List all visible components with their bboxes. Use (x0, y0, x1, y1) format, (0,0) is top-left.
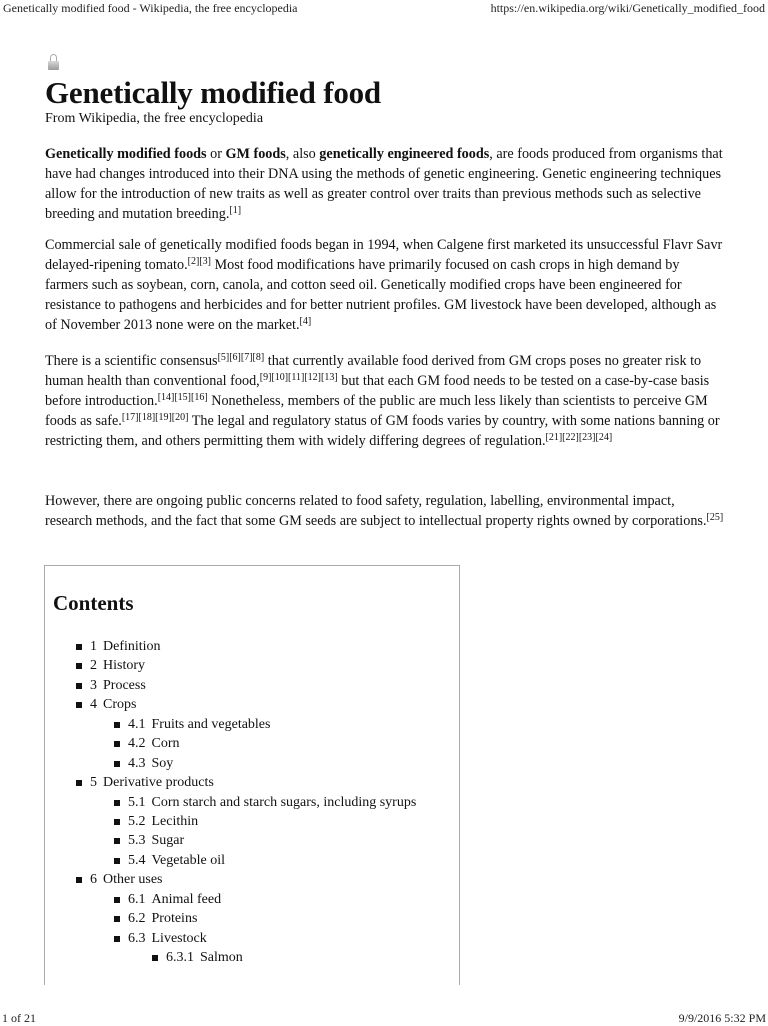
toc-item-number: 6.3 (128, 930, 146, 946)
toc-item-label[interactable]: Crops (103, 697, 137, 713)
toc-item-label[interactable]: Sugar (151, 833, 185, 849)
toc-item-number: 5.3 (128, 833, 146, 849)
toc-item-number: 6.2 (128, 911, 146, 927)
bullet-icon (76, 663, 82, 669)
text-run: Nonetheless, members of the public are much less likely than scientists to perceive GM foods as safe. (45, 393, 708, 429)
toc-item-number: 5 (90, 775, 97, 791)
bold-term: Genetically modified foods (45, 146, 207, 162)
toc-item-text[interactable] (90, 773, 214, 792)
toc-item-number: 1 (90, 639, 97, 654)
toc-item-label[interactable]: Corn (151, 736, 180, 752)
bullet-icon (114, 819, 120, 825)
bullet-icon (152, 955, 158, 961)
toc-item-number: 5.2 (128, 813, 146, 829)
intro-paragraph-2 (45, 235, 725, 335)
bullet-icon (76, 683, 82, 689)
citation-link[interactable]: [9][10][11][12][13] (259, 372, 338, 383)
bold-term: genetically engineered foods (319, 146, 490, 162)
toc-item-label[interactable]: Derivative products (103, 775, 214, 791)
bullet-icon (114, 897, 120, 903)
text-run: The legal and regulatory status of GM foods varies by country, with some nations banning or restricting them, and others permitting them with widely differing degrees of regulation. (45, 413, 720, 449)
toc-item-label[interactable]: Lecithin (151, 813, 199, 829)
table-of-contents (44, 565, 460, 985)
intro-paragraph-3 (45, 351, 725, 451)
toc-item-text[interactable] (90, 637, 161, 656)
lock-icon (48, 54, 59, 71)
citation-link[interactable]: [17][18][19][20] (121, 412, 189, 423)
bullet-icon (114, 761, 120, 767)
toc-item-text[interactable] (128, 812, 198, 831)
toc-item-number: 4.1 (128, 716, 146, 732)
citation-link[interactable]: [21][22][23][24] (545, 432, 613, 443)
text-run: , are foods produced from organisms that have had changes introduced into their DNA using the methods of genetic engineering. Genetic engineering techniques allow for the introduction of new traits as well as greater control over traits than previous methods such as selective breeding and mutation breeding. (45, 146, 723, 222)
text-run: or (206, 146, 226, 162)
toc-item-text[interactable] (128, 831, 184, 850)
toc-item-number: 5.4 (128, 852, 146, 868)
toc-item-label[interactable]: Process (103, 677, 146, 693)
bullet-icon (114, 722, 120, 728)
toc-item-text[interactable] (128, 754, 173, 773)
bullet-icon (114, 858, 120, 864)
toc-title: Contents (53, 591, 134, 615)
toc-item-number: 6 (90, 872, 97, 888)
page-title-header: Genetically modified food - Wikipedia, the free encyclopedia (3, 1, 298, 15)
citation-link[interactable]: [5][6][7][8] (217, 352, 265, 363)
page-counter: 1 of 21 (2, 1011, 36, 1025)
toc-item-text[interactable] (166, 948, 243, 967)
text-run: Most food modifications have primarily focused on cash crops in high demand by farmers such as soybean, corn, canola, and cotton seed oil. Genetically modified crops have been engineered for resistance to pathogens and herbicides and for better nutrient profiles. GM livestock have been developed, although as of November 2013 none were on the market. (45, 257, 717, 333)
toc-item-label[interactable]: Soy (151, 755, 174, 771)
toc-item-label[interactable]: Corn starch and starch sugars, including syrups (151, 794, 417, 810)
bold-term: GM foods (225, 146, 286, 162)
toc-item-text[interactable] (128, 909, 197, 928)
text-run: Commercial sale of genetically modified foods began in 1994, when Calgene first marketed its unsuccessful Flavr Savr delayed-ripening tomato. (45, 237, 723, 273)
bullet-icon (76, 877, 82, 883)
citation-link[interactable]: [2][3] (187, 256, 211, 267)
toc-item-label[interactable]: Proteins (151, 911, 198, 927)
toc-item-number: 3 (90, 677, 97, 693)
intro-paragraph-1 (45, 144, 725, 224)
toc-item-label[interactable]: Animal feed (151, 891, 222, 907)
toc-item-text[interactable] (90, 695, 136, 714)
toc-item-label[interactable]: Vegetable oil (151, 852, 225, 868)
bullet-icon (114, 838, 120, 844)
bullet-icon (76, 780, 82, 786)
toc-item-text[interactable] (128, 793, 416, 812)
intro-paragraph-4 (45, 491, 725, 531)
article-title: Genetically modified food (45, 75, 381, 110)
toc-item-label[interactable]: Fruits and vegetables (151, 716, 271, 732)
bullet-icon (114, 800, 120, 806)
bullet-icon (114, 936, 120, 942)
citation-link[interactable]: [4] (299, 316, 312, 327)
toc-item-label[interactable]: Definition (103, 639, 161, 654)
print-timestamp: 9/9/2016 5:32 PM (678, 1011, 766, 1025)
toc-item-text[interactable] (128, 734, 180, 753)
toc-item-text[interactable] (90, 656, 145, 675)
text-run: There is a scientific consensus (45, 353, 218, 369)
toc-item-label[interactable]: History (103, 658, 145, 674)
article-subtitle: From Wikipedia, the free encyclopedia (45, 111, 264, 126)
toc-item-text[interactable] (90, 676, 146, 695)
citation-link[interactable]: [1] (229, 205, 242, 216)
toc-item-text[interactable] (128, 715, 270, 734)
bullet-icon (76, 644, 82, 650)
toc-item-number: 2 (90, 658, 97, 674)
toc-item-number: 4.3 (128, 755, 146, 771)
bullet-icon (76, 702, 82, 708)
toc-item-number: 5.1 (128, 794, 146, 810)
page-url-header: https://en.wikipedia.org/wiki/Genetically_modified_food (490, 1, 765, 15)
citation-link[interactable]: [25] (706, 512, 724, 523)
toc-item-number: 6.1 (128, 891, 146, 907)
text-run: but that each GM food needs to be tested on a case-by-case basis before introduction. (45, 373, 710, 409)
toc-item-text[interactable] (128, 851, 225, 870)
toc-item-number: 6.3.1 (166, 950, 194, 965)
bullet-icon (114, 916, 120, 922)
toc-item-text[interactable] (128, 890, 221, 909)
toc-item-number: 4.2 (128, 736, 146, 752)
toc-item-label[interactable]: Livestock (151, 930, 207, 946)
toc-item-text[interactable] (90, 870, 163, 889)
toc-item-label[interactable]: Other uses (103, 872, 163, 888)
bullet-icon (114, 741, 120, 747)
toc-item-label[interactable]: Salmon (200, 950, 243, 965)
toc-item-text[interactable] (128, 929, 207, 948)
toc-item-number: 4 (90, 697, 97, 713)
text-run: However, there are ongoing public concerns related to food safety, regulation, labelling, environmental impact, research methods, and the fact that some GM seeds are subject to intellectual property rights owned by corporations. (45, 493, 707, 529)
text-run: that currently available food derived from GM crops poses no greater risk to human health than conventional food, (45, 353, 702, 389)
text-run: , also (285, 146, 320, 162)
citation-link[interactable]: [14][15][16] (157, 392, 208, 403)
